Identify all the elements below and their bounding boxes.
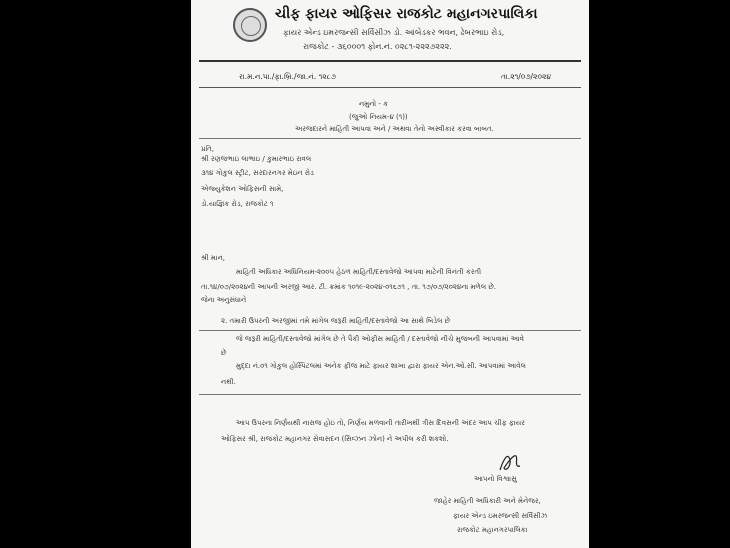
- letter-page: [191, 0, 589, 548]
- point-2: ૨. તમારી ઉપરની અરજીમાં તમે માંગેલ જરૂરી માહિતી/દસ્તાવેજો આ સાથે બિડેલ છે: [221, 317, 451, 325]
- para1-line1: માહિતી અધિકાર અધિનિયમ-૨૦૦૫ હેઠળ માહિતી/દસ્તાવેજો આપવા માટેની વિનંતી કરતી: [236, 268, 482, 276]
- body-divider-2: [199, 394, 581, 395]
- form-subject: અરજદારને માહિતી આપવા અને / અથવા તેનો અસ્વીકાર કરવા બાબત.: [295, 125, 494, 133]
- para1-line3: જેના અનુસંધાને: [201, 296, 247, 304]
- signature-closing: આપનો વિશ્વાસુ: [474, 475, 517, 483]
- signature-dept: ફાયર એન્ડ ઇમરજન્સી સર્વિસીઝ: [453, 512, 548, 520]
- salutation: શ્રી માન,: [201, 254, 226, 262]
- header-divider: [199, 60, 581, 62]
- reference-number: રા.મ.ન.પા./ફા.બ્રિ./જા.નં. ૧૨૮૭: [239, 72, 336, 81]
- form-rule: (જુઓ નિયમ-૪ (૧)): [349, 113, 408, 121]
- addressee-name: શ્રી રણજભાઇ લાભાઇ / કુમારભાઇ રાવલ: [201, 155, 312, 163]
- handwritten-signature: [496, 448, 526, 476]
- appeal-line1: આપ ઉપરના નિર્ણયથી નારાજ હોઇ તો, નિર્ણય મળવાની તારીખથી ત્રીસ દિવસની અંદર આપ ચીફ ફાયર: [236, 419, 525, 427]
- org-title: ચીફ ફાયર ઓફિસર રાજકોટ મહાનગરપાલિકા: [275, 6, 538, 22]
- point-3-line2: છે: [221, 349, 227, 357]
- org-address: રાજકોટ - ૩૬૦૦૦૧ ફોન.નં. ૦૨૮૧-૨૨૨૭૨૨૨.: [303, 42, 452, 51]
- ref-divider: [199, 87, 581, 88]
- addressee-line2: ૩૧૪ ગોકુલ સ્ટ્રીટ, સરદારનગર મેઇન રોડ: [201, 169, 314, 177]
- addressee-prefix: પ્રતિ,: [201, 145, 214, 153]
- subject-divider: [199, 138, 581, 139]
- appeal-line2: ઓફિસર શ્રી, રાજકોટ મહાનગર સેવાસદન (સિવ્ઝન ઝોન) ને અપીલ કરી શકશો.: [221, 435, 449, 443]
- addressee-line3: એજ્યુકેશન ઓફિસની સામે,: [201, 185, 284, 193]
- addressee-line4: ડો.યાજ્ઞિક રોડ, રાજકોટ ૧: [201, 200, 274, 208]
- body-divider-1: [199, 330, 581, 331]
- point-4-line2: નથી.: [221, 378, 236, 386]
- point-4-line1: મુદ્દા નં.૦૧ ગોકુલ હોસ્પિટલમાં અનેક ફીજ માટે ફાયર શાખા દ્વારા ફાયર એન.ઓ.સી. આપવામાં આવેલ: [236, 362, 526, 370]
- signature-org: રાજકોટ મહાનગરપાલિકા: [457, 526, 528, 534]
- org-subtitle: ફાયર એન્ડ ઇમરજન્સી સર્વિસીઝ ડો. આંબેડકર ભવન, ઢેબરભાઇ રોડ,: [283, 28, 505, 37]
- form-label: નમુનો - ક: [359, 100, 389, 108]
- letter-date: તા.૨૧/૦૭/૨૦૨૪: [501, 72, 552, 81]
- para1-line2: તા.૧૪/૦૭/૨૦૨૪ની આપની અરજી આર. ટી. ક્રમાંક ૧૦૧૯-૨૦૨૪-૦૧૬૭૧ , તા. ૧૭/૦૭/૨૦૨૪ના મળેલ છે.: [201, 283, 497, 291]
- point-3-line1: જે જરૂરી માહિતી/દસ્તાવેજો માંગેલ છે તે પૈકી ઓફીસ માહિતી / દસ્તાવેજો નીચે મુજબની આપવામાં આવે: [236, 335, 524, 343]
- municipal-emblem-logo: [233, 8, 267, 42]
- signature-designation: જાહેર માહિતી અધિકારી અને મેનેજર,: [434, 497, 541, 505]
